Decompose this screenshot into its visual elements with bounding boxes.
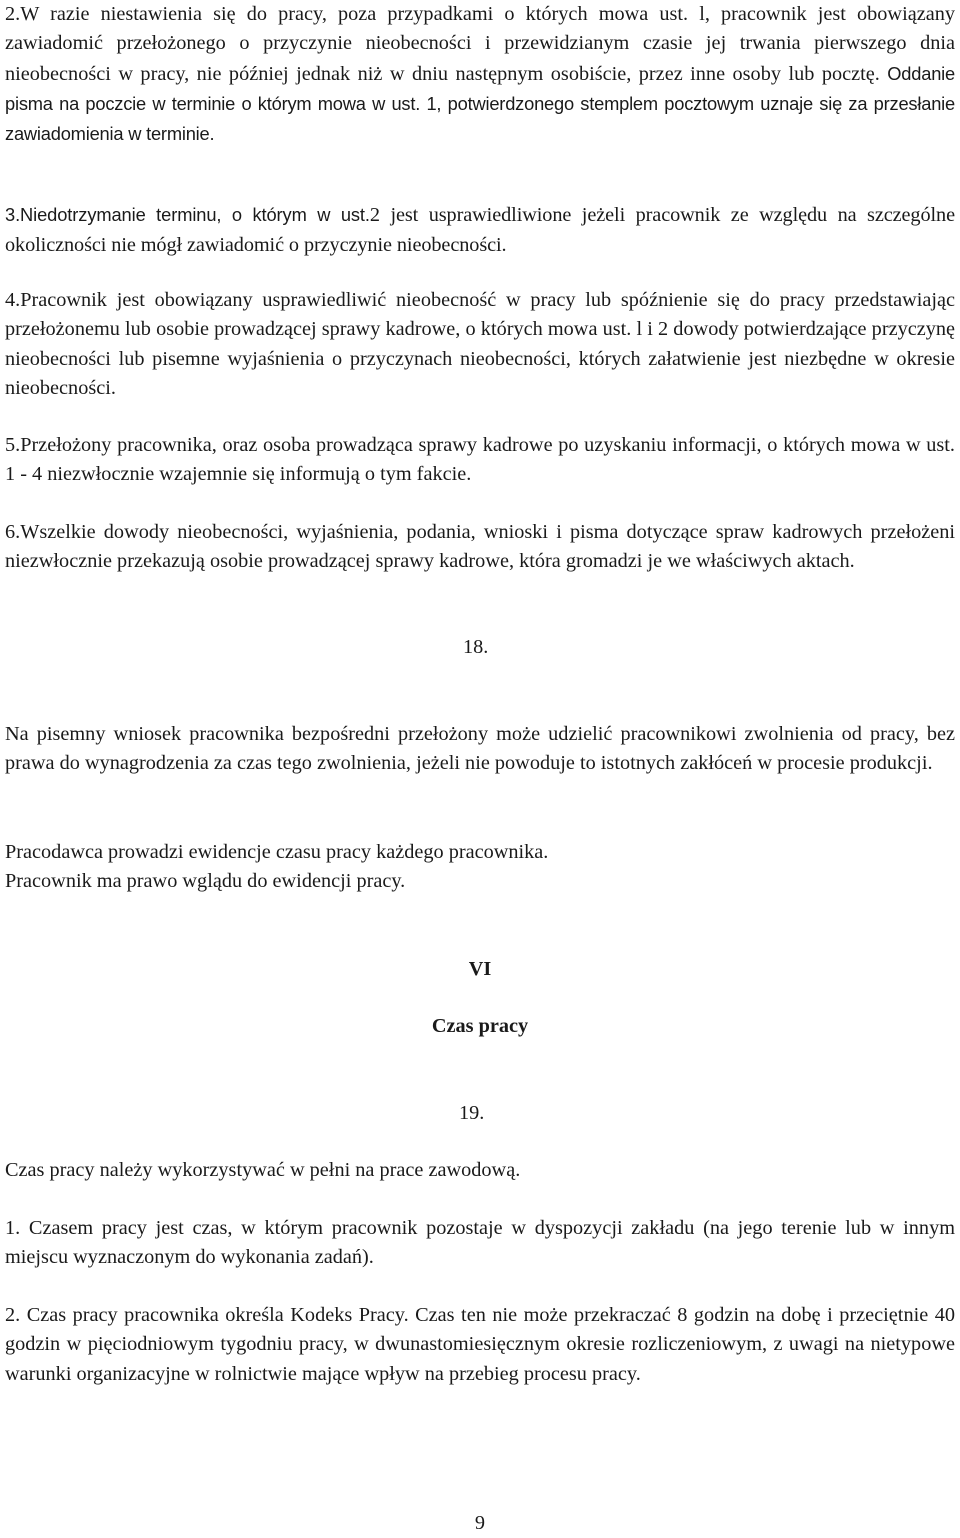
- section-19-number: 19.: [459, 1102, 485, 1124]
- paragraph-2: [5, 0, 955, 149]
- records-line-1: Pracodawca prowadzi ewidencje czasu pracy każdego pracownika.: [5, 841, 549, 863]
- chapter-number: VI: [468, 958, 492, 980]
- section-18-heading: [463, 633, 488, 662]
- paragraph-6: 6.Wszelkie dowody nieobecności, wyjaśnienia, podania, wnioski i pisma dotyczące spraw kadrowych przełożeni niezwłocznie przekazują osobie prowadzącej sprawy kadrowe, która gromadzi je we właściwych aktach.: [5, 521, 955, 573]
- section-18-text: Na pisemny wniosek pracownika bezpośredni przełożony może udzielić pracownikowi zwolnienia od pracy, bez prawa do wynagrodzenia za czas tego zwolnienia, jeżeli nie powoduje to istotnych zakłóceń w procesie produkcji.: [5, 723, 955, 775]
- page-number: 9: [474, 1512, 486, 1534]
- paragraph-3-text-b: 2 jest usprawiedliwione jeżeli pracownik ze względu na szczególne okoliczności nie mógł zawiadomić o przyczynie nieobecności.: [5, 204, 955, 257]
- section-19-paragraph-2: 2. Czas pracy pracownika określa Kodeks Pracy. Czas ten nie może przekraczać 8 godzin na dobę i przeciętnie 40 godzin w pięciodniowym tygodniu pracy, w dwunastomiesięcznym okresie rozliczeniowym, z uwagi na nietypowe warunki organizacyjne w rolnictwie mające wpływ na przebieg procesu pracy.: [5, 1304, 955, 1385]
- paragraph-5: 5.Przełożony pracownika, oraz osoba prowadząca sprawy kadrowe po uzyskaniu informacji, o których mowa w ust. 1 - 4 niezwłocznie wzajemnie się informują o tym fakcie.: [5, 434, 955, 486]
- paragraph-4: 4.Pracownik jest obowiązany usprawiedliwić nieobecność w pracy lub spóźnienie się do pracy przedstawiając przełożonemu lub osobie prowadzącej sprawy kadrowe, o których mowa ust. l i 2 dowody potwierdzające przyczynę nieobecności lub pisemne wyjaśnienia o przyczynach nieobecności, których załatwienie jest niezbędne w okresie nieobecności.: [5, 289, 955, 399]
- paragraph-2-postal-text: Oddanie pisma na poczcie w terminie o którym mowa w ust. 1, potwierdzonego stemplem pocztowym uznaje się za przesłanie zawiadomienia w terminie.: [5, 62, 955, 145]
- section-19-paragraph-1: 1. Czasem pracy jest czas, w którym pracownik pozostaje w dyspozycji zakładu (na jego terenie lub w innym miejscu wyznaczonym do wykonania zadań).: [5, 1217, 955, 1269]
- section-18-number: 18.: [463, 636, 489, 658]
- section-19-heading: [459, 1099, 484, 1128]
- paragraph-3-text-a: 3.Niedotrzymanie terminu, o którym w ust.: [5, 204, 370, 225]
- paragraph-3: [5, 200, 955, 261]
- records-line-2: Pracownik ma prawo wglądu do ewidencji pracy.: [5, 870, 406, 893]
- chapter-title: Czas pracy: [431, 1015, 529, 1037]
- records-paragraph: [5, 838, 955, 897]
- section-19-intro: Czas pracy należy wykorzystywać w pełni na prace zawodową.: [5, 1159, 521, 1181]
- paragraph-2-text: 2.W razie niestawienia się do pracy, poza przypadkami o których mowa ust. l, pracownik jest obowiązany zawiadomić przełożonego o przyczynie nieobecności i przewidzianym czasie jej trwania pierwszego dnia nieobecności w pracy, nie później jednak niż w dniu następnym osobiście, przez inne osoby lub pocztę.: [5, 3, 955, 85]
